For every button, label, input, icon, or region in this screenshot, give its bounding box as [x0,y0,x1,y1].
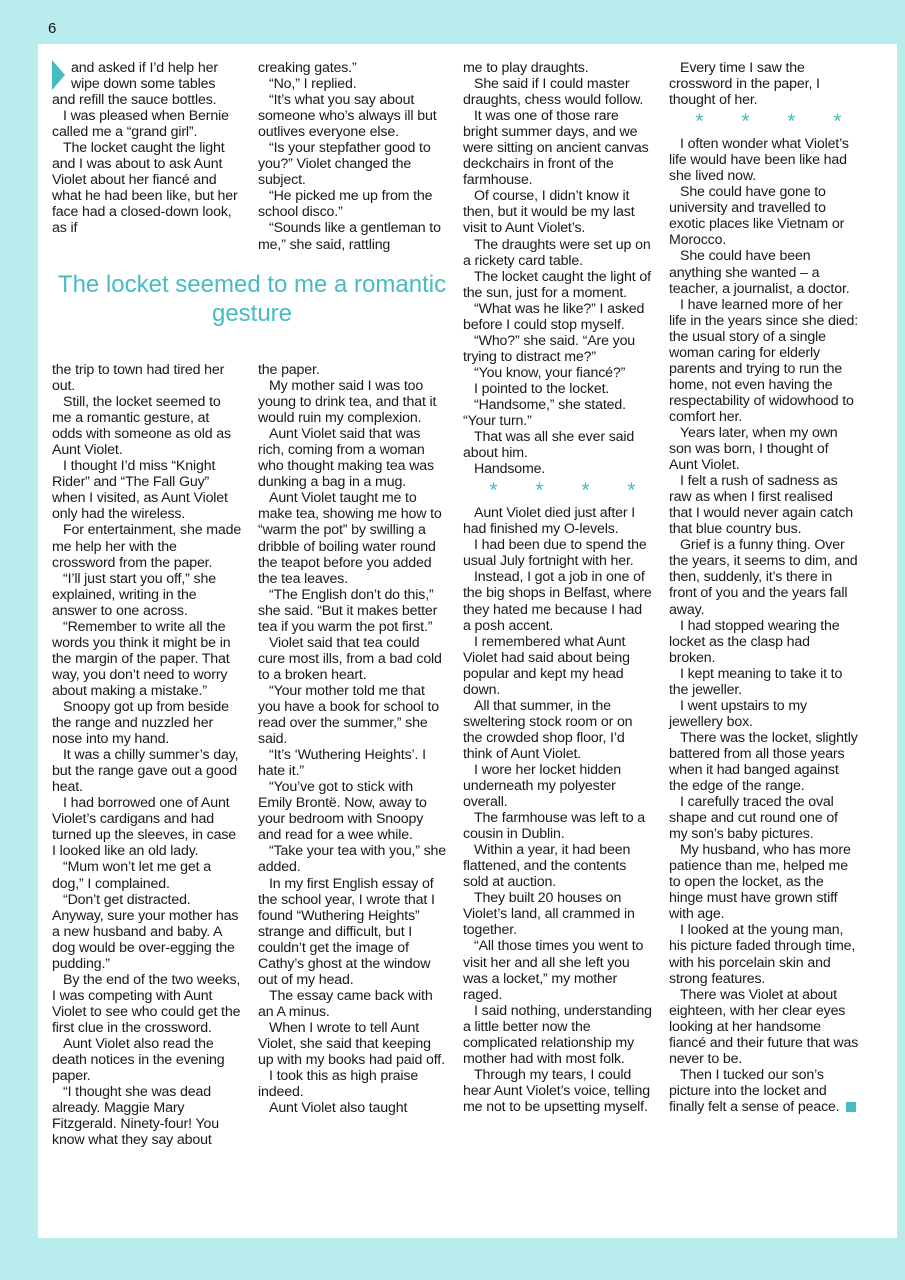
paragraph: When I wrote to tell Aunt Violet, she said that keeping up with my books had paid off. [258,1019,445,1069]
paragraph: That was all she ever said about him. [463,429,635,462]
paragraph: By the end of the two weeks, I was competing with Aunt Violet to see who could get the first clue in the crossword. [52,971,241,1036]
paragraph: Snoopy got up from beside the range and nuzzled her nose into my hand. [52,698,229,748]
paragraph: I looked at the young man, his picture faded through time, with his porcelain skin and strong features. [669,922,856,987]
paragraph: Grief is a funny thing. Over the years, it seems to dim, and then, suddenly, it’s there in front of you and the years fall away. [669,537,858,618]
paragraph: I pointed to the locket. [474,380,610,397]
paragraph: She could have been anything she wanted – a teacher, a journalist, a doctor. [669,248,850,297]
paragraph: Violet said that tea could cure most ills, from a bad cold to a broken heart. [258,634,442,683]
paragraph: I kept meaning to take it to the jeweller. [669,665,843,698]
paragraph: Aunt Violet taught me to make tea, showing me how to “warm the pot” by swilling a dribble of boiling water round the teapot before you added the tea leaves. [258,490,442,587]
column-4 [669,60,859,1115]
paragraph: Years later, when my own son was born, I thought of Aunt Violet. [669,424,838,474]
paragraph: Aunt Violet died just after I had finished my O-levels. [463,505,636,538]
column-1-top [52,60,242,237]
paragraph: It was one of those rare bright summer days, and we were sitting on ancient canvas deckchairs in front of the farmhouse. [463,108,649,189]
paragraph: In my first English essay of the school year, I wrote that I found “Wuthering Heights” strange and difficult, but I couldn’t get the image of Cathy’s ghost at the window out of my head. [258,875,435,988]
paragraph: “Sounds like a gentleman to me,” she said, rattling [258,220,441,253]
paragraph: I had borrowed one of Aunt Violet’s cardigans and had turned up the sleeves, in case I looked like an old lady. [52,795,236,860]
paragraph: “Handsome,” she stated. “Your turn.” [463,396,626,430]
paragraph: the paper. [258,362,320,378]
paragraph: I thought I’d miss “Knight Rider” and “The Fall Guy” when I visited, as Aunt Violet only had the wireless. [52,458,228,523]
paragraph: “Is your stepfather good to you?” Violet changed the subject. [258,140,431,189]
paragraph: The locket caught the light and I was about to ask Aunt Violet about her fiancé and what he had been like, but her face had a closed-down look, as if [52,140,238,237]
paragraph: “Who?” she said. “Are you trying to distract me?” [463,332,636,365]
paragraph: Of course, I didn’t know it then, but it would be my last visit to Aunt Violet’s. [463,188,635,237]
paragraph: the trip to town had tired her out. [52,362,225,395]
article-page [38,44,897,1238]
paragraph: me to play draughts. [463,60,589,76]
paragraph: “Mum won’t let me get a dog,” I complained. [52,859,211,892]
paragraph: The essay came back with an A minus. [258,987,433,1020]
paragraph: “You’ve got to stick with Emily Brontë. Now, away to your bedroom with Snoopy and read for a wee while. [258,779,427,844]
paragraph: I was pleased when Bernie called me a “grand girl”. [52,108,229,141]
paragraph: Handsome. [474,461,546,478]
column-2-top [258,60,448,253]
paragraph: I wore her locket hidden underneath my polyester overall. [463,761,622,811]
paragraph: I took this as high praise indeed. [258,1068,419,1101]
paragraph: I remembered what Aunt Violet had said about being popular and kept my head down. [463,633,630,698]
paragraph: I said nothing, understanding a little better now the complicated relationship my mother had with most folk. [463,1002,652,1067]
story-start-marker [52,60,65,90]
column-1-bottom [52,362,242,1148]
page-number: 6 [48,20,57,37]
paragraph: “It’s what you say about someone who’s always ill but outlives everyone else. [258,92,437,141]
paragraph: “I’ll just start you off,” she explained, writing in the answer to one across. [52,570,216,619]
paragraph: I had been due to spend the usual July fortnight with her. [463,537,647,570]
paragraph: They built 20 houses on Violet’s land, all crammed in together. [463,890,635,939]
paragraph: Instead, I got a job in one of the big shops in Belfast, where they hated me because I had a posh accent. [463,569,652,634]
paragraph: Aunt Violet also taught [269,1100,408,1117]
paragraph: “Your mother told me that you have a book for school to read over the summer,” she said. [258,682,439,748]
paragraph: “The English don’t do this,” she said. “But it makes better tea if you warm the pot first.” [258,586,438,635]
paragraph: The locket caught the light of the sun, just for a moment. [463,268,651,301]
paragraph: My mother said I was too young to drink tea, and that it would ruin my complexion. [258,378,437,427]
paragraph: “He picked me up from the school disco.” [258,188,433,221]
paragraph: I felt a rush of sadness as raw as when I first realised that I would never again catch that blue country bus. [669,473,853,538]
paragraph: Then I tucked our son’s picture into the locket and finally felt a sense of peace. [669,1067,859,1115]
paragraph: creaking gates.” [258,60,357,76]
paragraph: Every time I saw the crossword in the paper, I thought of her. [669,60,820,109]
paragraph: She could have gone to university and travelled to exotic places like Vietnam or Morocco. [669,184,845,249]
paragraph: and asked if I’d help her wipe down some tables and refill the sauce bottles. [52,60,218,109]
paragraph: She said if I could master draughts, chess would follow. [463,76,644,109]
paragraph: “Don’t get distracted. Anyway, sure your mother has a new husband and baby. A dog would be over-egging the pudding.” [52,891,239,972]
column-3 [463,60,653,1115]
paragraph: The draughts were set up on a rickety card table. [463,236,651,269]
paragraph: My husband, who has more patience than me, helped me to open the locket, as the hinge must have grown stiff with age. [669,842,851,923]
paragraph: “No,” I replied. [269,76,357,93]
paragraph: I carefully traced the oval shape and cut round one of my son’s baby pictures. [669,794,838,843]
paragraph: Aunt Violet also read the death notices in the evening paper. [52,1035,225,1085]
paragraph: “What was he like?” I asked before I could stop myself. [463,300,645,333]
section-divider: * * * * [695,110,858,134]
paragraph: Aunt Violet said that was rich, coming from a woman who thought making tea was dunking a bag in a mug. [258,426,434,491]
paragraph: It was a chilly summer’s day, but the range gave out a good heat. [52,747,239,796]
paragraph: I have learned more of her life in the years since she died: the usual story of a single woman caring for elderly parents and trying to run the home, not even having the respectability of widowhood to comfort her. [669,296,859,425]
paragraph: The farmhouse was left to a cousin in Dublin. [463,810,646,843]
paragraph: There was the locket, slightly battered from all those years when it had banged against the edge of the range. [669,729,858,795]
paragraph: For entertainment, she made me help her with the crossword from the paper. [52,522,242,571]
paragraph: There was Violet at about eighteen, with her clear eyes looking at her handsome fiancé and their future that was never to be. [669,986,859,1067]
paragraph: “All those times you went to visit her and all she left you was a locket,” my mother raged. [463,938,644,1003]
paragraph: “Remember to write all the words you think it might be in the margin of the paper. That way, you don’t need to worry about making a mistake.” [52,618,231,699]
paragraph: “I thought she was dead already. Maggie Mary Fitzgerald. Ninety-four! You know what they say about [52,1084,219,1149]
paragraph: All that summer, in the sweltering stock room or on the crowded shop floor, I’d think of Aunt Violet. [463,697,633,762]
paragraph: Within a year, it had been flattened, and the contents sold at auction. [463,842,631,891]
paragraph: Still, the locket seemed to me a romantic gesture, at odds with someone as old as Aunt Violet. [52,394,231,459]
paragraph: I had stopped wearing the locket as the clasp had broken. [669,617,840,666]
paragraph: “It’s ‘Wuthering Heights’. I hate it.” [258,747,426,780]
paragraph: Through my tears, I could hear Aunt Violet’s voice, telling me not to be upsetting myself. [463,1066,650,1115]
pull-quote: The locket seemed to me a romantic gesture [57,271,447,327]
paragraph: “Take your tea with you,” she added. [258,843,447,876]
column-2-bottom [258,362,448,1116]
paragraph: I went upstairs to my jewellery box. [669,697,807,730]
section-divider: * * * * [489,479,652,503]
paragraph: I often wonder what Violet’s life would have been like had she lived now. [669,136,849,185]
paragraph: “You know, your fiancé?” [474,364,626,381]
story-end-marker [846,1102,856,1112]
